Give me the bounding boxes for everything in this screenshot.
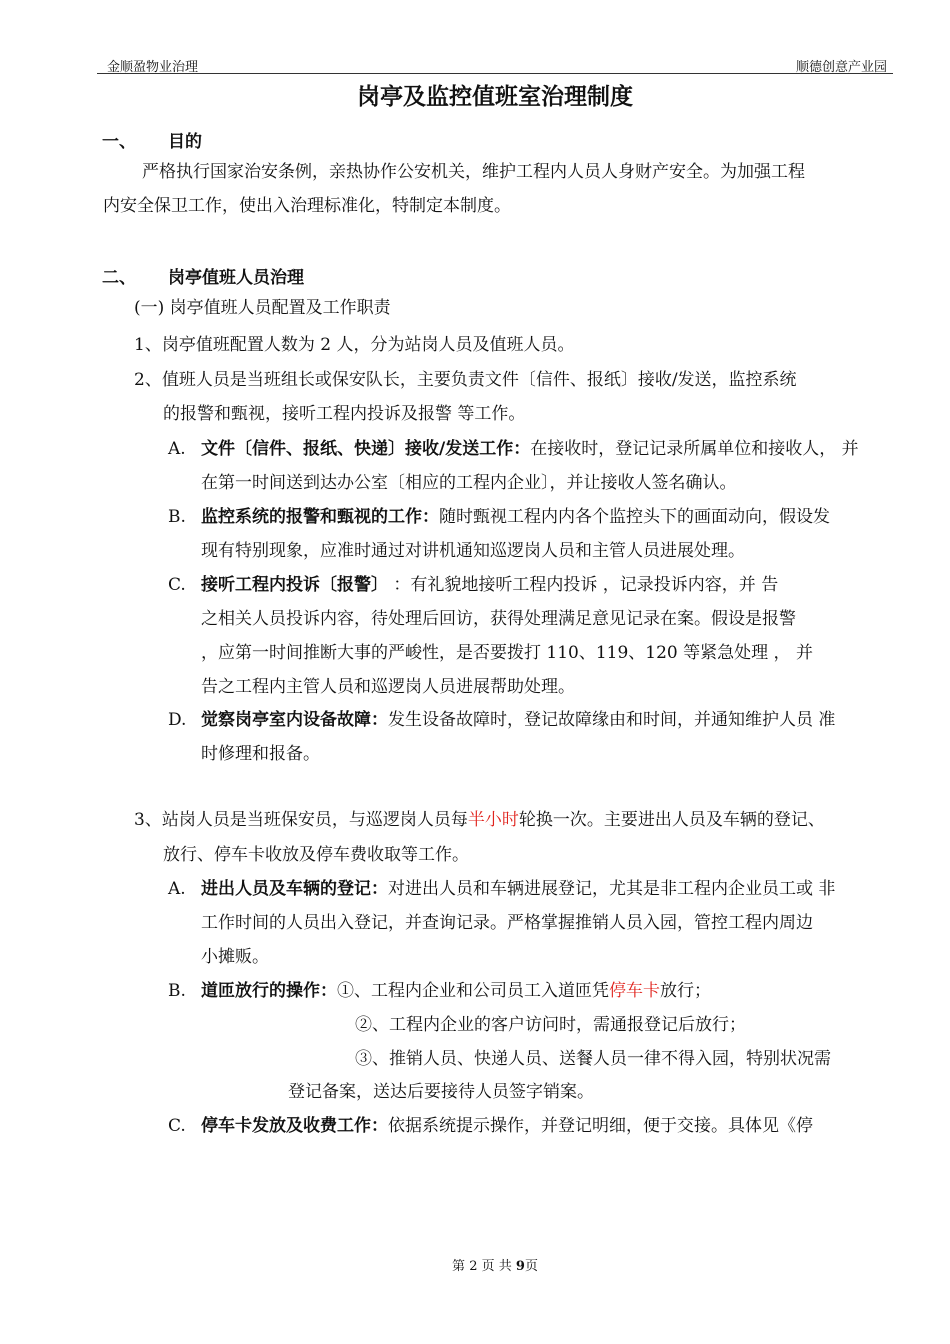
item-2c-line-1: 接听工程内投诉〔报警〕 ：有礼貌地接听工程内投诉 ，记录投诉内容，并 告 <box>201 575 779 595</box>
item-2a-line-1: 文件〔信件、报纸、快递〕接收/发送工作：在接收时，登记记录所属单位和接收人， 并 <box>201 439 859 459</box>
highlight-parking-card: 停车卡 <box>609 981 660 1001</box>
section-2-number: 二、 <box>102 268 136 288</box>
item-3b-label: B. <box>168 981 186 1001</box>
item-3b-line-3: ③、推销人员、快递人员、送餐人员一律不得入园，特别状况需 <box>355 1049 831 1069</box>
item-2b-line-2: 现有特别现象，应准时通过对讲机通知巡逻岗人员和主管人员进展处理。 <box>201 541 745 561</box>
item-2a-line-2: 在第一时间送到达办公室〔相应的工程内企业〕，并让接收人签名确认。 <box>201 473 737 493</box>
item-3c-label: C. <box>168 1116 186 1136</box>
item-3b-line-1: 道匝放行的操作：①、工程内企业和公司员工入道匝凭停车卡放行； <box>201 981 711 1001</box>
item-2a-label: A. <box>168 439 186 459</box>
header-left: 金顺盈物业治理 <box>107 60 199 75</box>
section-2-title: 岗亭值班人员治理 <box>168 268 304 288</box>
item-3a-line-2: 工作时间的人员出入登记，并查询记录。严格掌握推销人员入园，管控工程内周边 <box>201 913 813 933</box>
item-3-line-2: 放行、停车卡收放及停车费收取等工作。 <box>163 845 469 865</box>
item-3b-line-4: 登记备案，送达后要接待人员签字销案。 <box>288 1082 594 1102</box>
section-1-number: 一、 <box>102 132 136 152</box>
section-1-title: 目的 <box>168 132 202 152</box>
item-2-line-1: 2、值班人员是当班组长或保安队长，主要负责文件〔信件、报纸〕接收/发送，监控系统 <box>134 370 797 390</box>
item-2c-line-3: ，应第一时间推断大事的严峻性，是否要拨打 110、119、120 等紧急处理 ， 并 <box>201 643 813 663</box>
subsection-1: (一) 岗亭值班人员配置及工作职责 <box>134 298 391 318</box>
item-3-line-1: 3、站岗人员是当班保安员，与巡逻岗人员每半小时轮换一次。主要进出人员及车辆的登记、 <box>134 810 825 830</box>
item-2d-line-2: 时修理和报备。 <box>201 744 320 764</box>
page-header <box>97 56 893 74</box>
item-2c-line-4: 告之工程内主管人员和巡逻岗人员进展帮助处理。 <box>201 677 575 697</box>
item-2b-label: B. <box>168 507 186 527</box>
item-2d-line-1: 觉察岗亭室内设备故障：发生设备故障时，登记故障缘由和时间，并通知维护人员 准 <box>201 710 836 730</box>
page-footer: 第 2 页 共 9页 <box>452 1259 538 1274</box>
item-2b-line-1: 监控系统的报警和甄视的工作：随时甄视工程内内各个监控头下的画面动向，假设发 <box>201 507 830 527</box>
item-3a-line-1: 进出人员及车辆的登记：对进出人员和车辆进展登记，尤其是非工程内企业员工或 非 <box>201 879 836 899</box>
para-1-line-1: 严格执行国家治安条例，亲热协作公安机关，维护工程内人员人身财产安全。为加强工程 <box>142 162 805 182</box>
page-total: 9 <box>515 1259 525 1274</box>
doc-title: 岗亭及监控值班室治理制度 <box>357 84 633 110</box>
item-1: 1、岗亭值班配置人数为 2 人，分为站岗人员及值班人员。 <box>134 335 575 355</box>
highlight-half-hour: 半小时 <box>467 810 519 830</box>
item-3b-line-2: ②、工程内企业的客户访问时，需通报登记后放行； <box>355 1015 746 1035</box>
item-2c-label: C. <box>168 575 186 595</box>
item-3a-label: A. <box>168 879 186 899</box>
item-2c-line-2: 之相关人员投诉内容，待处理后回访，获得处理满足意见记录在案。假设是报警 <box>201 609 796 629</box>
item-3c-line-1: 停车卡发放及收费工作：依据系统提示操作，并登记明细，便于交接。具体见《停 <box>201 1116 813 1136</box>
header-right: 顺德创意产业园 <box>795 60 887 75</box>
page-number: 2 <box>469 1259 478 1274</box>
item-2-line-2: 的报警和甄视，接听工程内投诉及报警 等工作。 <box>163 404 526 424</box>
item-2d-label: D. <box>168 710 187 730</box>
item-3a-line-3: 小摊贩。 <box>201 947 269 967</box>
para-1-line-2: 内安全保卫工作，使出入治理标准化，特制定本制度。 <box>103 196 511 216</box>
